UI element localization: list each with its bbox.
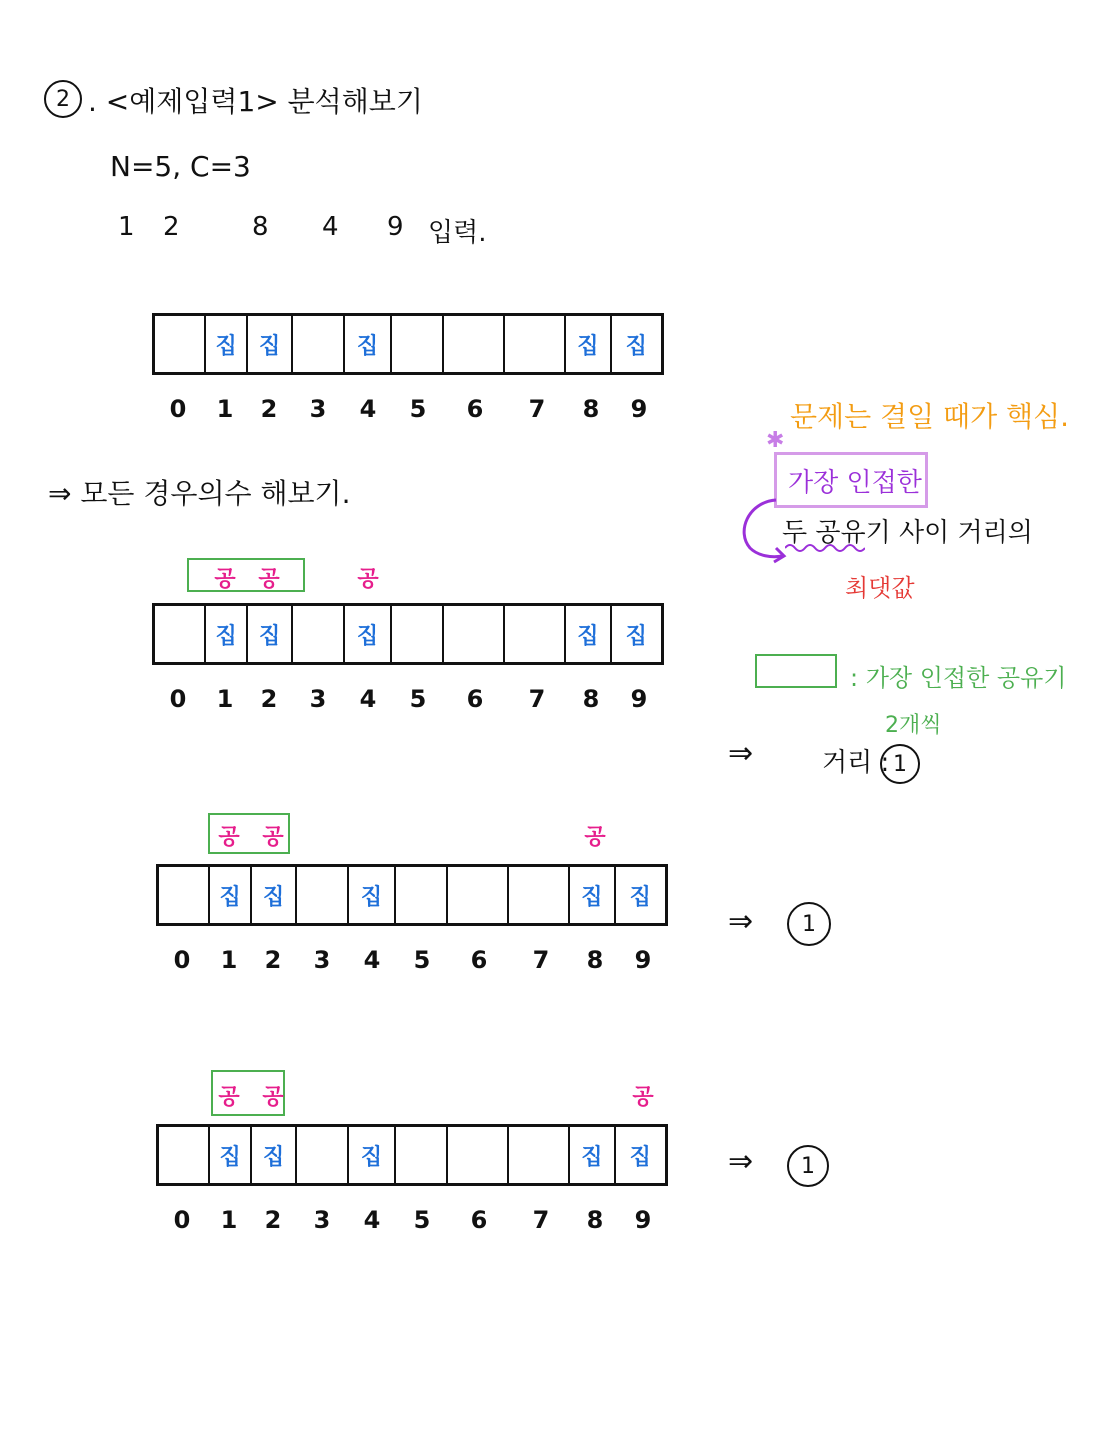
scenario-2-routers bbox=[156, 820, 668, 850]
house-cell-7 bbox=[509, 867, 570, 923]
index-label-4: 4 bbox=[359, 685, 377, 713]
house-cell-1: 집 bbox=[206, 316, 248, 372]
scenario-1-arrow: ⇒ bbox=[728, 736, 754, 771]
side-note-line3: 두 공유기 사이 거리의 bbox=[782, 518, 1033, 548]
side-note-star: ✱ bbox=[766, 428, 785, 453]
house-cell-9: 집 bbox=[625, 623, 647, 649]
index-label-0: 0 bbox=[173, 946, 191, 974]
index-label-3: 3 bbox=[313, 946, 331, 974]
scenario-3-result-value: 1 bbox=[801, 1153, 815, 1179]
index-label-5: 5 bbox=[409, 395, 427, 423]
index-label-7: 7 bbox=[528, 395, 546, 423]
index-label-2: 2 bbox=[260, 685, 278, 713]
input-value-4: 4 bbox=[322, 212, 339, 242]
index-label-9: 9 bbox=[634, 1206, 652, 1234]
input-value-3: 8 bbox=[252, 212, 269, 242]
house-cell-0 bbox=[155, 316, 206, 372]
index-label-7: 7 bbox=[532, 1206, 550, 1234]
house-cell-8: 집 bbox=[570, 867, 615, 923]
index-label-9: 9 bbox=[630, 685, 648, 713]
house-cell-5 bbox=[396, 867, 447, 923]
heading-title: . <예제입력1> 분석해보기 bbox=[88, 85, 423, 118]
index-label-6: 6 bbox=[470, 946, 488, 974]
index-label-1: 1 bbox=[216, 685, 234, 713]
house-cell-8: 집 bbox=[570, 1127, 615, 1183]
house-cell-5 bbox=[396, 1127, 447, 1183]
index-row-scenario-2 bbox=[156, 946, 668, 976]
house-cell-3 bbox=[293, 606, 344, 662]
house-cell-2: 집 bbox=[252, 867, 297, 923]
index-label-3: 3 bbox=[313, 1206, 331, 1234]
index-label-0: 0 bbox=[169, 685, 187, 713]
house-cell-4: 집 bbox=[345, 606, 392, 662]
scenario-3-result-circle bbox=[787, 1145, 829, 1187]
house-cell-6 bbox=[444, 316, 505, 372]
scenario-2-result-circle bbox=[787, 902, 831, 946]
house-cell-3 bbox=[297, 1127, 348, 1183]
house-array-scenario-1 bbox=[152, 603, 664, 665]
all-cases-note: ⇒ 모든 경우의수 해보기. bbox=[48, 477, 351, 510]
index-label-7: 7 bbox=[528, 685, 546, 713]
house-cell-9: 집 bbox=[629, 884, 651, 910]
index-label-8: 8 bbox=[586, 946, 604, 974]
index-label-6: 6 bbox=[466, 685, 484, 713]
index-label-7: 7 bbox=[532, 946, 550, 974]
scenario-1-result-label: 거리 : bbox=[822, 748, 890, 778]
house-cell-0 bbox=[159, 1127, 210, 1183]
router-marker: 공 bbox=[218, 825, 240, 850]
index-label-8: 8 bbox=[582, 395, 600, 423]
side-note-squiggle bbox=[785, 542, 865, 554]
scenario-2-arrow: ⇒ bbox=[728, 904, 754, 939]
house-array-initial bbox=[152, 313, 664, 375]
index-label-8: 8 bbox=[582, 685, 600, 713]
scenario-1-result-value: 1 bbox=[893, 751, 907, 777]
house-cell-8: 집 bbox=[566, 316, 611, 372]
house-cell-9: 집 bbox=[629, 1144, 651, 1170]
index-label-4: 4 bbox=[363, 1206, 381, 1234]
router-marker: 공 bbox=[632, 1085, 654, 1110]
house-cell-3 bbox=[297, 867, 348, 923]
house-cell-1: 집 bbox=[210, 1127, 252, 1183]
input-value-2: 2 bbox=[163, 212, 180, 242]
router-marker: 공 bbox=[584, 825, 606, 850]
index-row-scenario-3 bbox=[156, 1206, 668, 1236]
index-label-3: 3 bbox=[309, 685, 327, 713]
index-label-4: 4 bbox=[359, 395, 377, 423]
house-cell-4: 집 bbox=[345, 316, 392, 372]
house-cell-6 bbox=[448, 867, 509, 923]
house-cell-2: 집 bbox=[252, 1127, 297, 1183]
router-marker: 공 bbox=[218, 1085, 240, 1110]
input-suffix: 입력. bbox=[428, 218, 487, 248]
house-cell-9: 집 bbox=[625, 333, 647, 359]
router-marker: 공 bbox=[357, 567, 379, 592]
scenario-1-routers bbox=[152, 562, 664, 592]
side-note-line4: 최댓값 bbox=[845, 574, 915, 602]
index-row-initial bbox=[152, 395, 664, 425]
house-cell-6 bbox=[448, 1127, 509, 1183]
house-array-scenario-2 bbox=[156, 864, 668, 926]
index-label-1: 1 bbox=[220, 1206, 238, 1234]
house-array-scenario-3 bbox=[156, 1124, 668, 1186]
router-marker: 공 bbox=[262, 1085, 284, 1110]
index-label-4: 4 bbox=[363, 946, 381, 974]
house-cell-4: 집 bbox=[349, 867, 396, 923]
house-cell-2: 집 bbox=[248, 606, 293, 662]
side-note-box-text: 가장 인접한 bbox=[788, 468, 922, 498]
index-label-2: 2 bbox=[260, 395, 278, 423]
legend-green-box bbox=[755, 654, 837, 688]
house-cell-1: 집 bbox=[210, 867, 252, 923]
house-cell-7 bbox=[505, 316, 566, 372]
index-label-9: 9 bbox=[630, 395, 648, 423]
house-cell-5 bbox=[392, 316, 443, 372]
index-label-1: 1 bbox=[216, 395, 234, 423]
index-label-0: 0 bbox=[169, 395, 187, 423]
index-label-2: 2 bbox=[264, 946, 282, 974]
index-label-6: 6 bbox=[466, 395, 484, 423]
step-number-circle bbox=[44, 80, 82, 118]
index-label-9: 9 bbox=[634, 946, 652, 974]
house-cell-5 bbox=[392, 606, 443, 662]
index-label-5: 5 bbox=[413, 946, 431, 974]
house-cell-7 bbox=[509, 1127, 570, 1183]
params-text: N=5, C=3 bbox=[110, 150, 251, 183]
house-cell-0 bbox=[155, 606, 206, 662]
scenario-3-arrow: ⇒ bbox=[728, 1144, 754, 1179]
router-marker: 공 bbox=[262, 825, 284, 850]
input-value-5: 9 bbox=[387, 212, 404, 242]
house-cell-8: 집 bbox=[566, 606, 611, 662]
house-cell-4: 집 bbox=[349, 1127, 396, 1183]
index-label-3: 3 bbox=[309, 395, 327, 423]
scenario-1-result-circle bbox=[880, 744, 920, 784]
index-label-5: 5 bbox=[413, 1206, 431, 1234]
router-marker: 공 bbox=[214, 567, 236, 592]
step-number: 2 bbox=[56, 86, 70, 112]
scenario-3-routers bbox=[156, 1080, 668, 1110]
index-label-1: 1 bbox=[220, 946, 238, 974]
router-marker: 공 bbox=[258, 567, 280, 592]
index-row-scenario-1 bbox=[152, 685, 664, 715]
index-label-2: 2 bbox=[264, 1206, 282, 1234]
house-cell-2: 집 bbox=[248, 316, 293, 372]
house-cell-6 bbox=[444, 606, 505, 662]
house-cell-1: 집 bbox=[206, 606, 248, 662]
index-label-0: 0 bbox=[173, 1206, 191, 1234]
index-label-5: 5 bbox=[409, 685, 427, 713]
house-cell-3 bbox=[293, 316, 344, 372]
legend-sub: 2개씩 bbox=[885, 713, 942, 738]
index-label-6: 6 bbox=[470, 1206, 488, 1234]
index-label-8: 8 bbox=[586, 1206, 604, 1234]
house-cell-7 bbox=[505, 606, 566, 662]
legend-text: : 가장 인접한 공유기 bbox=[850, 664, 1067, 692]
input-value-1: 1 bbox=[118, 212, 135, 242]
side-note-line1: 문제는 결일 때가 핵심. bbox=[790, 400, 1070, 433]
house-cell-0 bbox=[159, 867, 210, 923]
scenario-2-result-value: 1 bbox=[802, 911, 816, 937]
